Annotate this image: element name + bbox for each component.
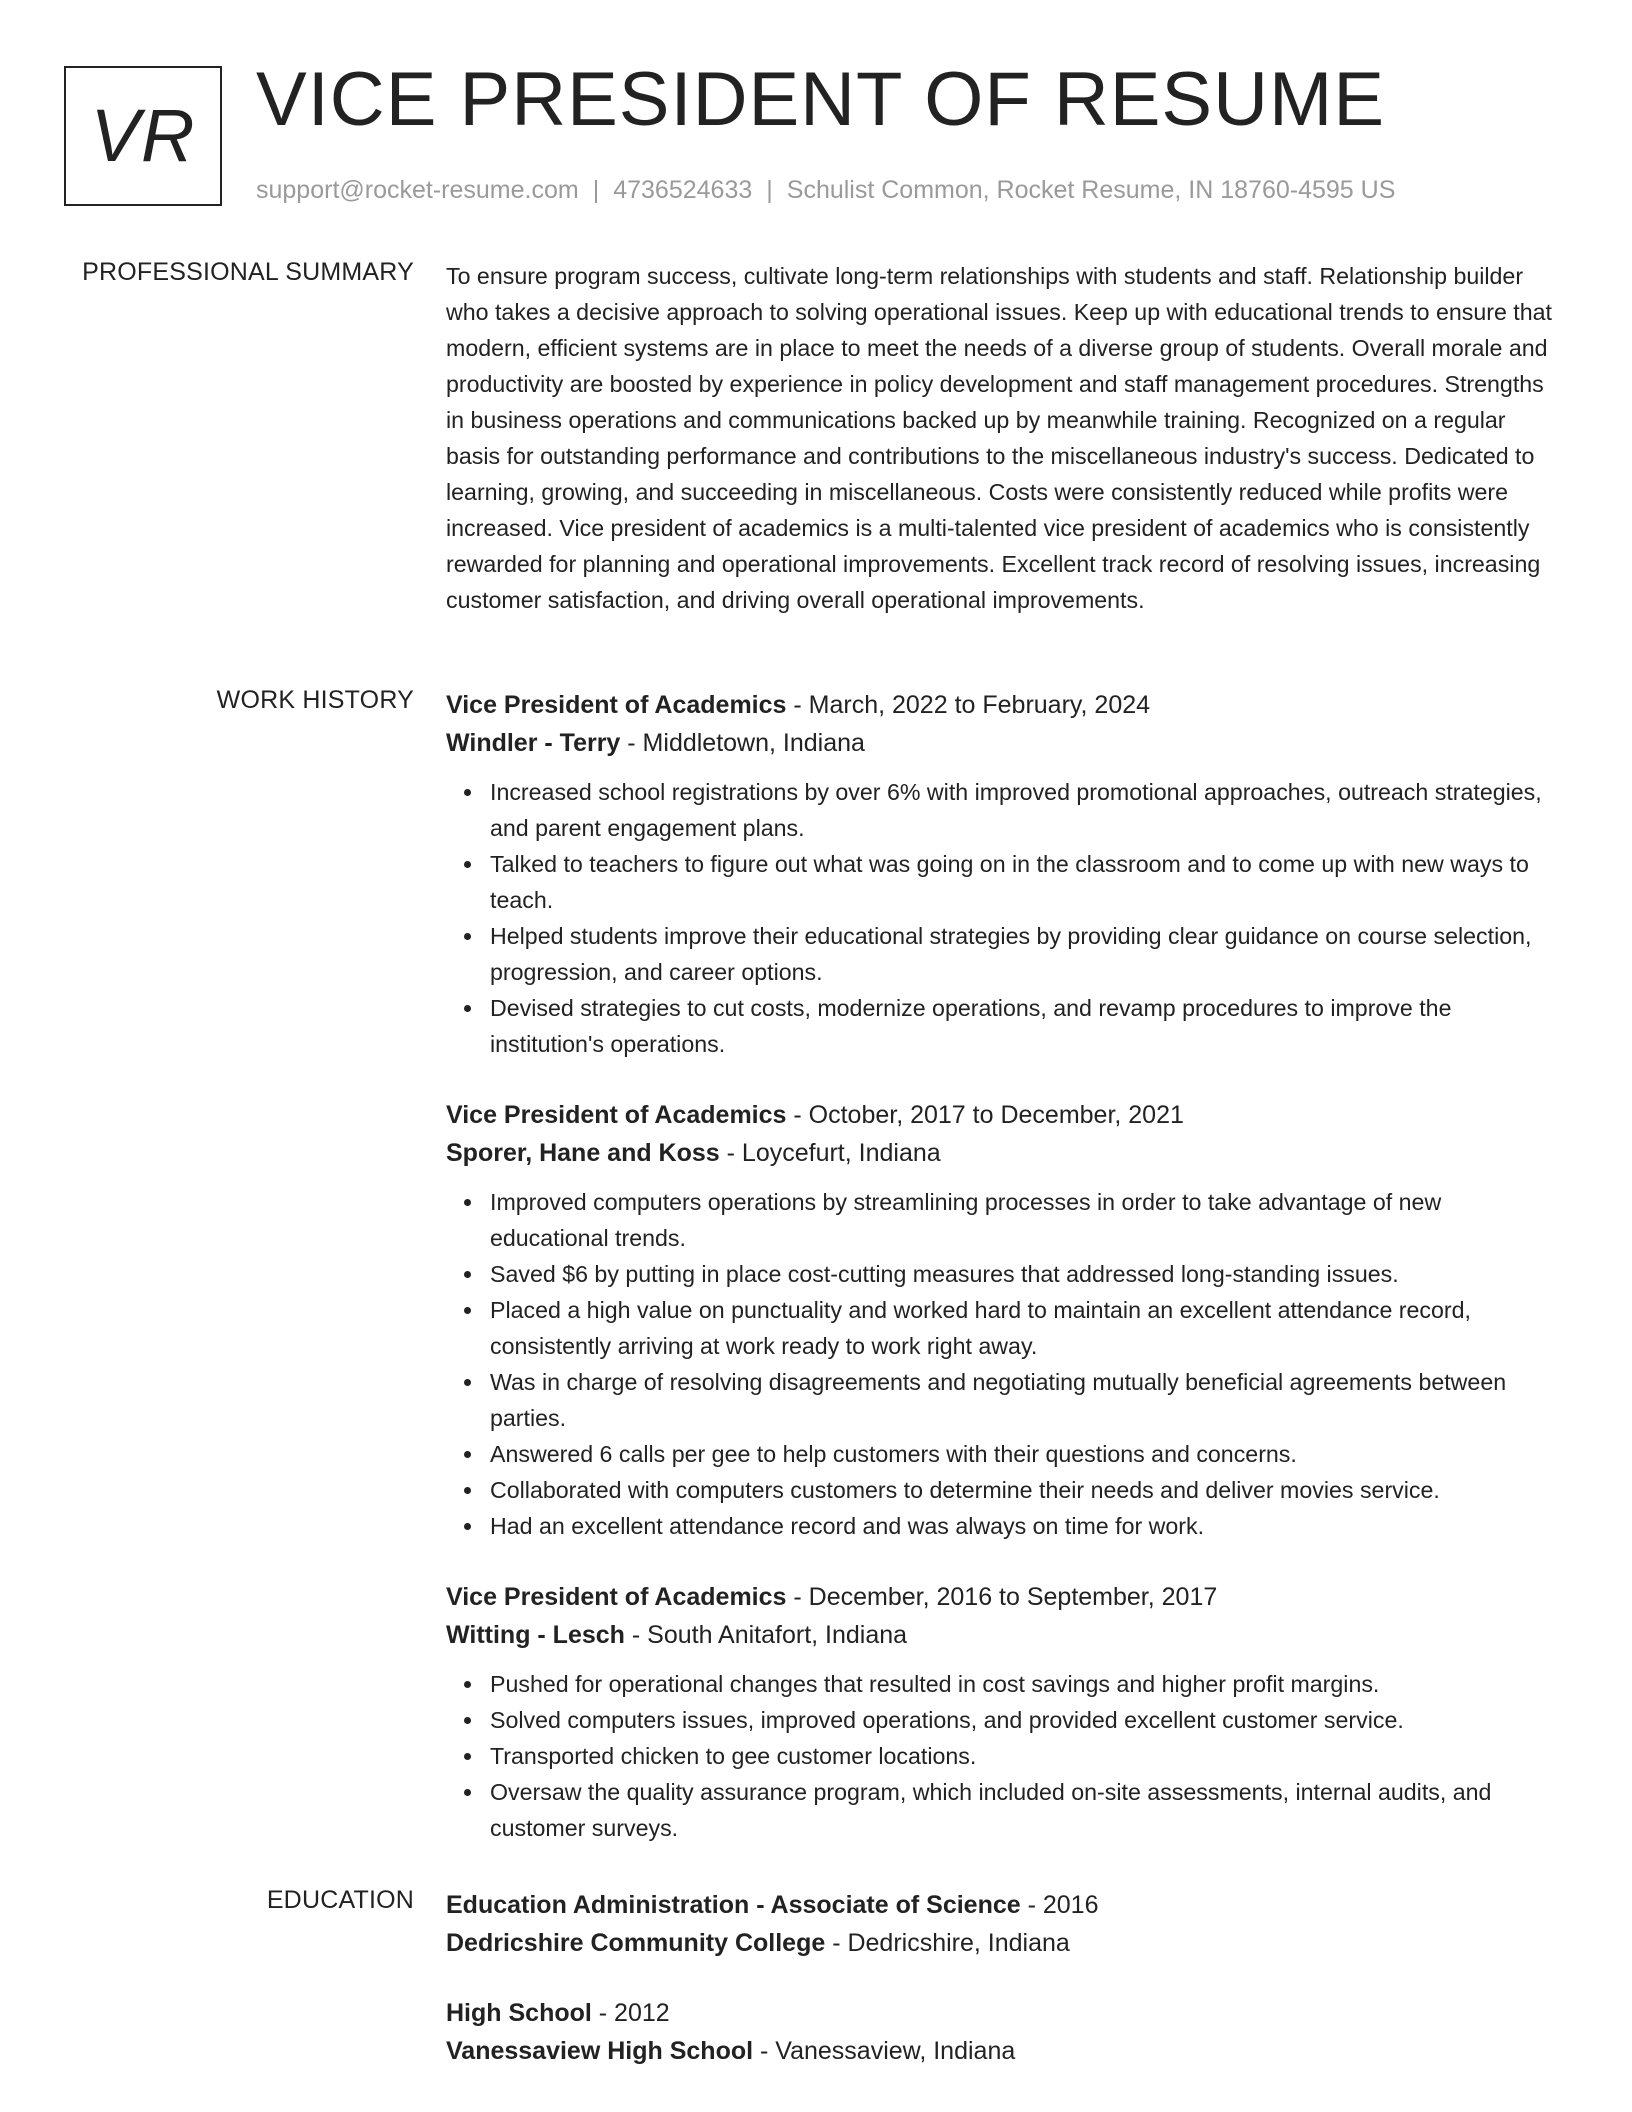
monogram-badge — [64, 66, 222, 206]
job-location: - South Anitafort, Indiana — [624, 1621, 908, 1649]
resume-name: VICE PRESIDENT OF RESUME — [256, 57, 1386, 142]
bullet-item: Increased school registrations by over 6% with improved promotional approaches, outreach strategies, and parent engagement plans. — [490, 774, 1556, 846]
bullet-item: Placed a high value on punctuality and worked hard to maintain an excellent attendance record, consistently arriving at work ready to work right away. — [490, 1292, 1556, 1364]
education-body — [446, 1886, 1556, 2102]
job-role: Vice President of Academics — [446, 1101, 787, 1129]
job-title-line — [446, 1578, 1556, 1616]
summary-text: To ensure program success, cultivate long-term relationships with students and staff. Relationship builder who takes a decisive approach to solving operational issues. Keep up with educational trends to ensure that modern, efficient systems are in place to meet the needs of a diverse group of students. Overall morale and productivity are boosted by experience in policy development and staff management procedures. Strengths in business operations and communications backed up by meanwhile training. Recognized on a regular basis for outstanding performance and contributions to the miscellaneous industry's success. Dedicated to learning, growing, and succeeding in miscellaneous. Costs were consistently reduced while profits were increased. Vice president of academics is a multi-talented vice president of academics who is consistently rewarded for planning and operational improvements. Excellent track record of resolving issues, increasing customer satisfaction, and driving overall operational improvements. — [446, 263, 1552, 613]
bullet-item: Oversaw the quality assurance program, which included on-site assessments, internal audits, and customer surveys. — [490, 1774, 1556, 1846]
education-school: Vanessaview High School — [446, 2037, 754, 2065]
bullet-item: Improved computers operations by streamlining processes in order to take advantage of new educational trends. — [490, 1184, 1556, 1256]
job-company: Windler - Terry — [446, 729, 621, 757]
bullet-item: Devised strategies to cut costs, modernize operations, and revamp procedures to improve the institution's operations. — [490, 990, 1556, 1062]
job-title-line — [446, 1096, 1556, 1134]
contact-email: support@rocket-resume.com — [256, 176, 579, 204]
education-entry — [446, 1994, 1556, 2070]
job-role: Vice President of Academics — [446, 691, 787, 719]
job-bullets — [446, 1184, 1556, 1544]
job-location: - Middletown, Indiana — [620, 729, 865, 757]
education-location: - Dedricshire, Indiana — [825, 1929, 1070, 1957]
work-body — [446, 686, 1556, 1880]
contact-line — [256, 174, 1395, 207]
bullet-item: Saved $6 by putting in place cost-cutting measures that addressed long-standing issues. — [490, 1256, 1556, 1292]
summary-body — [446, 258, 1556, 618]
section-title-education: EDUCATION — [266, 1886, 414, 1914]
job-dates: - March, 2022 to February, 2024 — [786, 691, 1151, 719]
education-school: Dedricshire Community College — [446, 1929, 826, 1957]
job-entry — [446, 1096, 1556, 1544]
education-location: - Vanessaview, Indiana — [753, 2037, 1016, 2065]
education-school-line — [446, 2032, 1556, 2070]
education-school-line — [446, 1924, 1556, 1962]
job-dates: - October, 2017 to December, 2021 — [786, 1101, 1184, 1129]
bullet-item: Was in charge of resolving disagreements and negotiating mutually beneficial agreements between parties. — [490, 1364, 1556, 1436]
education-entry — [446, 1886, 1556, 1962]
education-year: - 2016 — [1020, 1891, 1099, 1919]
contact-phone: 4736524633 — [613, 176, 753, 204]
bullet-item: Collaborated with computers customers to determine their needs and deliver movies service. — [490, 1472, 1556, 1508]
job-entry — [446, 1578, 1556, 1846]
job-company: Witting - Lesch — [446, 1621, 625, 1649]
job-bullets — [446, 774, 1556, 1062]
job-company: Sporer, Hane and Koss — [446, 1139, 720, 1167]
job-bullets — [446, 1666, 1556, 1846]
job-company-line — [446, 724, 1556, 762]
monogram-initials: VR — [90, 94, 196, 177]
education-year: - 2012 — [591, 1999, 670, 2027]
bullet-item: Answered 6 calls per gee to help customers with their questions and concerns. — [490, 1436, 1556, 1472]
job-company-line — [446, 1616, 1556, 1654]
job-dates: - December, 2016 to September, 2017 — [786, 1583, 1218, 1611]
education-degree-line — [446, 1886, 1556, 1924]
education-degree: High School — [446, 1999, 592, 2027]
job-entry — [446, 686, 1556, 1062]
job-title-line — [446, 686, 1556, 724]
bullet-item: Solved computers issues, improved operations, and provided excellent customer service. — [490, 1702, 1556, 1738]
job-location: - Loycefurt, Indiana — [719, 1139, 941, 1167]
bullet-item: Transported chicken to gee customer locations. — [490, 1738, 1556, 1774]
bullet-item: Talked to teachers to figure out what was going on in the classroom and to come up with new ways to teach. — [490, 846, 1556, 918]
bullet-item: Pushed for operational changes that resulted in cost savings and higher profit margins. — [490, 1666, 1556, 1702]
education-degree-line — [446, 1994, 1556, 2032]
bullet-item: Helped students improve their educational strategies by providing clear guidance on course selection, progression, and career options. — [490, 918, 1556, 990]
section-title-summary: PROFESSIONAL SUMMARY — [82, 258, 414, 286]
section-title-work: WORK HISTORY — [216, 686, 414, 714]
job-company-line — [446, 1134, 1556, 1172]
contact-address: Schulist Common, Rocket Resume, IN 18760-4595 US — [786, 176, 1396, 204]
education-degree: Education Administration - Associate of Science — [446, 1891, 1021, 1919]
contact-separator: | — [766, 176, 773, 204]
job-role: Vice President of Academics — [446, 1583, 787, 1611]
contact-separator: | — [592, 176, 600, 204]
bullet-item: Had an excellent attendance record and was always on time for work. — [490, 1508, 1556, 1544]
